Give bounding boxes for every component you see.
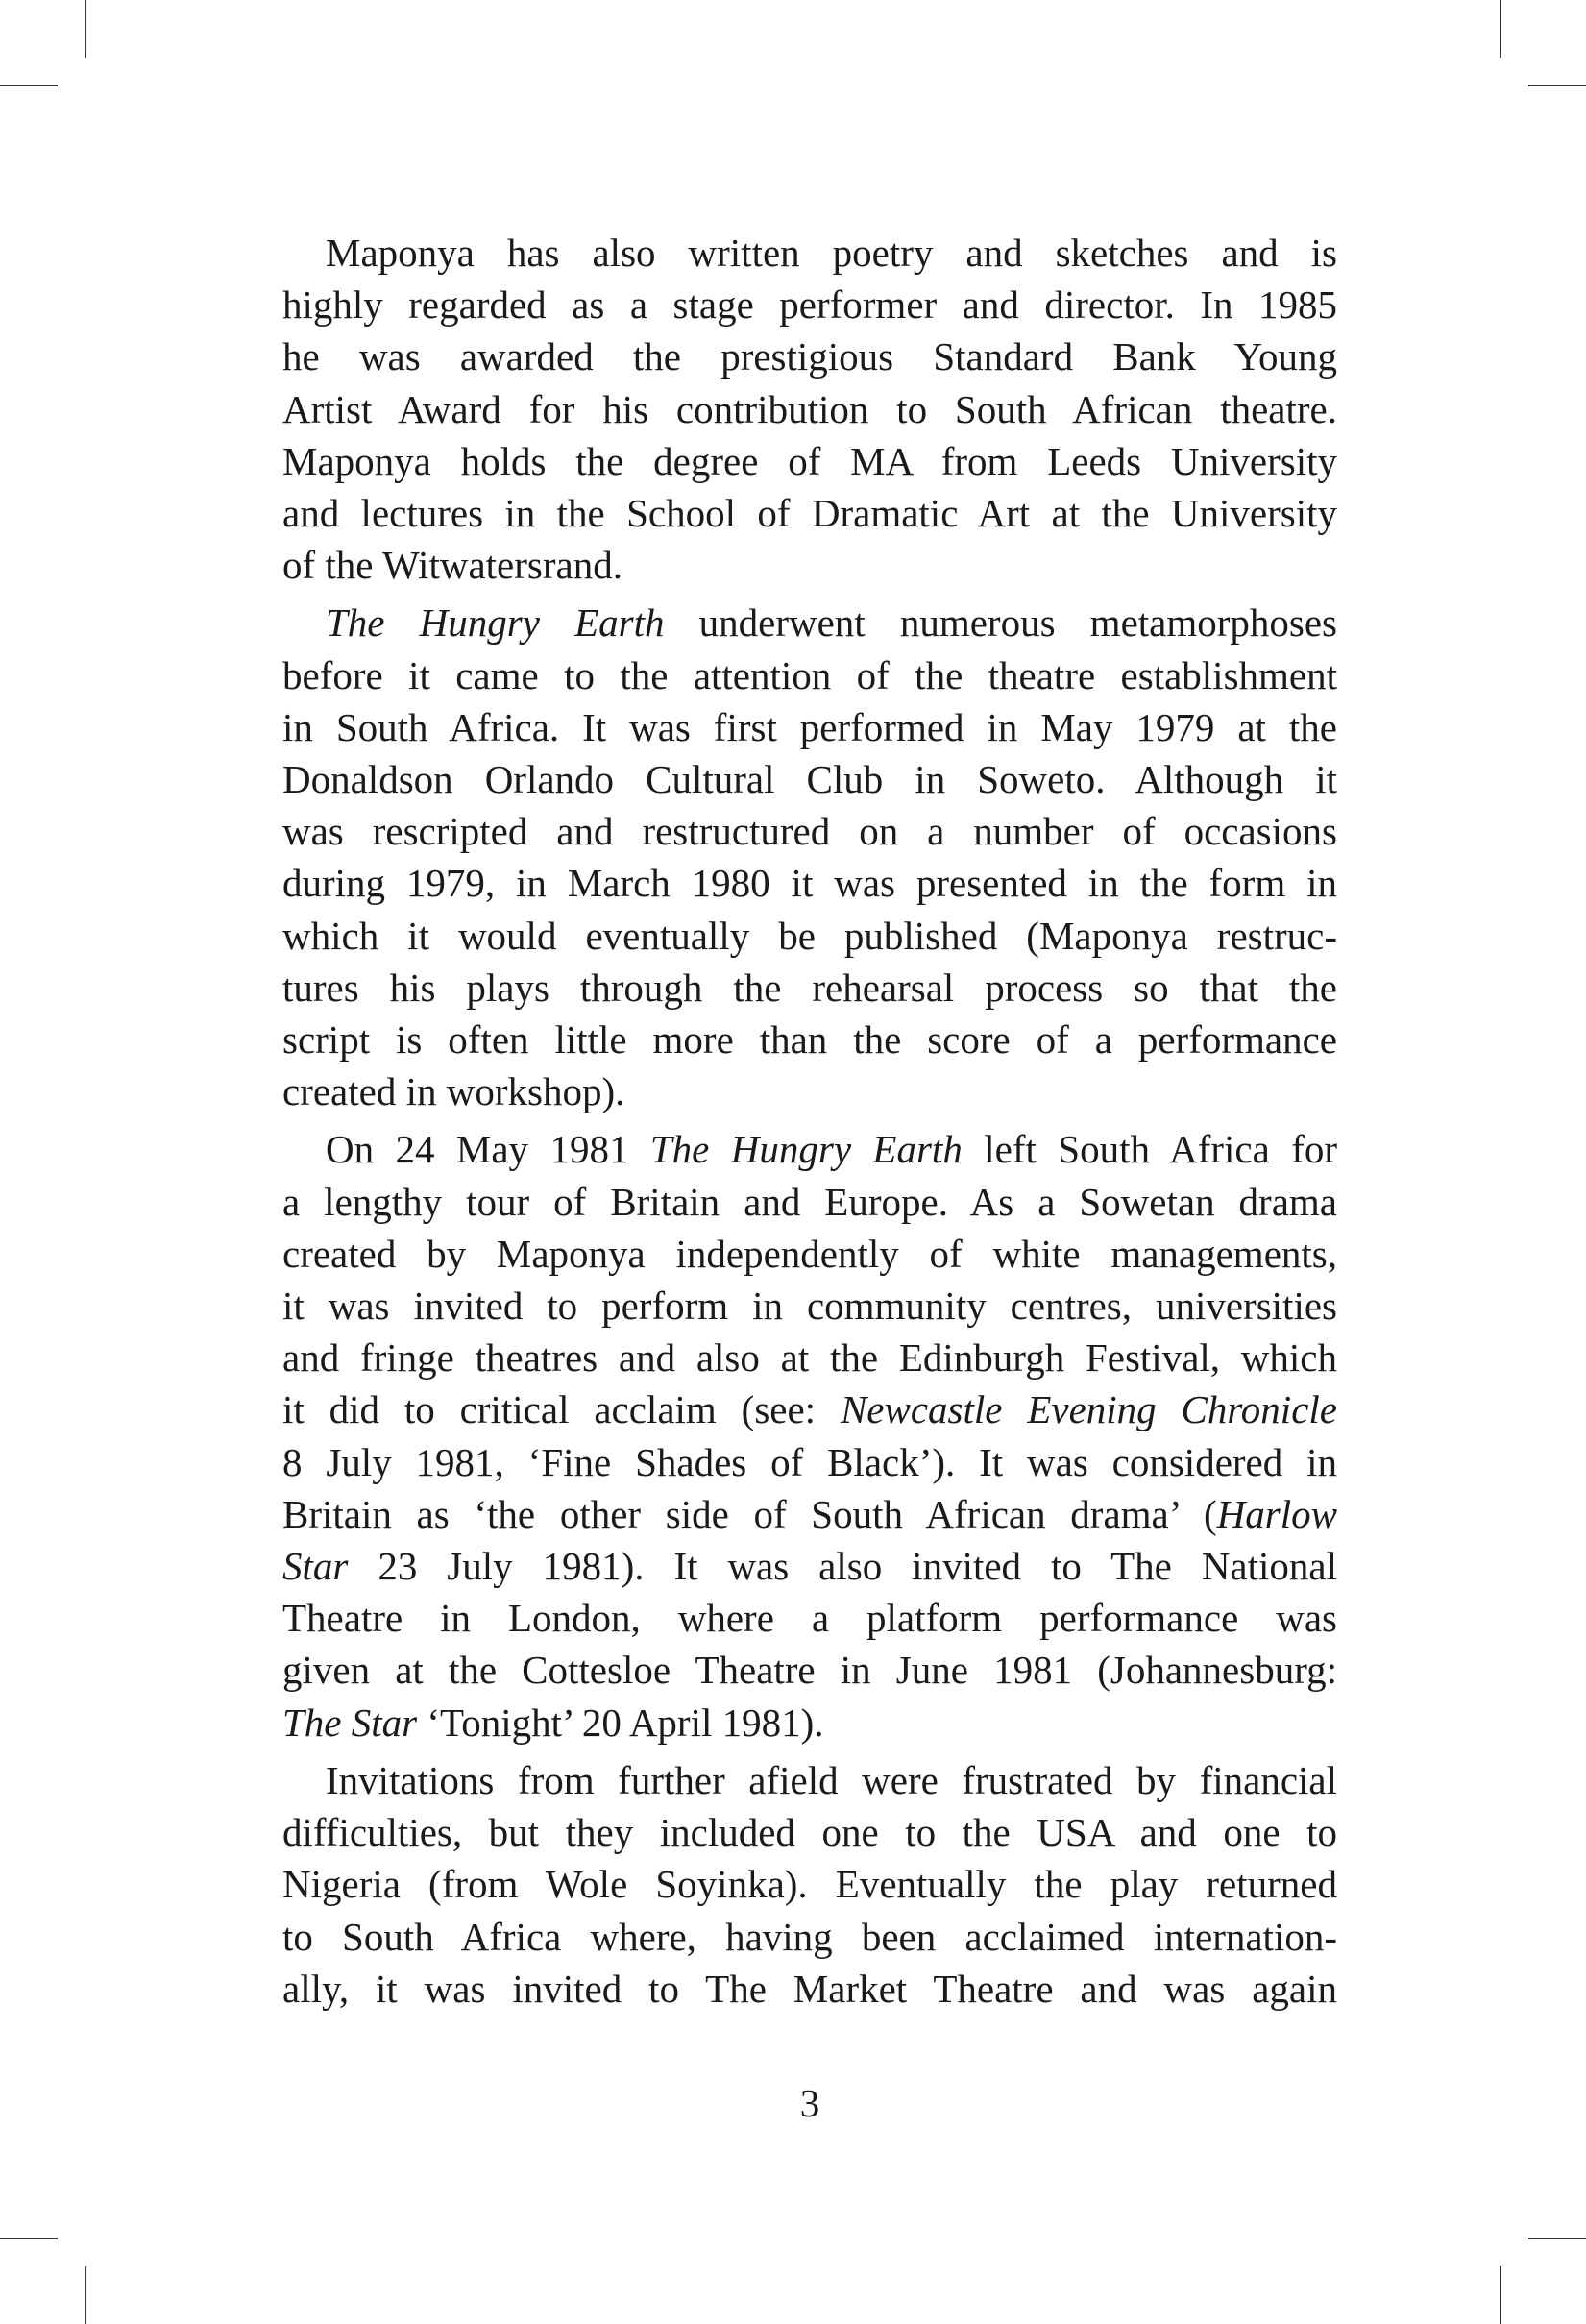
- text-run: it did to critical acclaim (see:: [282, 1387, 841, 1432]
- paragraph: [282, 227, 1337, 591]
- text-line: [282, 805, 1337, 857]
- text-run: created by Maponya independently of white managements,: [282, 1231, 1337, 1276]
- text-run: highly regarded as a stage performer and director. In 1985: [282, 282, 1337, 328]
- text-run: Britain as ‘the other side of South African drama’ (: [282, 1491, 1217, 1536]
- text-line: [282, 1436, 1337, 1488]
- text-line: [282, 1697, 1337, 1749]
- text-run: before it came to the attention of the theatre establishment: [282, 652, 1337, 697]
- text-line: [282, 1644, 1337, 1696]
- text-line: [282, 1911, 1337, 1963]
- text-line: [282, 1592, 1337, 1644]
- crop-mark: [1500, 2266, 1501, 2324]
- text-run: ‘Tonight’ 20 April 1981).: [417, 1700, 824, 1745]
- crop-mark: [1528, 2238, 1586, 2239]
- text-run: left South Africa for: [962, 1127, 1338, 1172]
- crop-mark: [1528, 85, 1586, 86]
- text-run: to South Africa where, having been acclaimed internation-: [282, 1914, 1337, 1959]
- text-line: [282, 649, 1337, 701]
- text-run: Artist Award for his contribution to South African theatre.: [282, 386, 1337, 431]
- text-run: ally, it was invited to The Market Theatre and was again: [282, 1966, 1337, 2011]
- text-line: [282, 539, 1337, 591]
- text-line: [282, 383, 1337, 435]
- italic-title: The Hungry Earth: [649, 1127, 963, 1172]
- crop-mark: [85, 0, 86, 58]
- text-line: [282, 1488, 1337, 1540]
- text-run: Maponya holds the degree of MA from Leeds University: [282, 438, 1337, 483]
- text-line: [282, 1332, 1337, 1383]
- text-run: Maponya has also written poetry and sketches and is: [326, 231, 1337, 275]
- text-run: of the Witwatersrand.: [282, 543, 622, 588]
- text-run: On 24 May 1981: [326, 1127, 650, 1172]
- paragraph: [282, 597, 1337, 1117]
- text-run: it was invited to perform in community centres, universities: [282, 1284, 1337, 1329]
- text-line: [282, 1123, 1337, 1175]
- text-line: [282, 1280, 1337, 1332]
- text-line: [282, 1383, 1337, 1435]
- text-line: [282, 962, 1337, 1014]
- italic-title: The Star: [282, 1700, 418, 1745]
- text-run: created in workshop).: [282, 1069, 625, 1114]
- text-run: tures his plays through the rehearsal process so that the: [282, 965, 1337, 1010]
- text-run: which it would eventually be published (Maponya restruc-: [282, 913, 1337, 958]
- crop-mark: [1500, 0, 1501, 58]
- body-text: [282, 227, 1337, 2015]
- text-line: [282, 487, 1337, 539]
- text-run: he was awarded the prestigious Standard Bank Young: [282, 334, 1337, 379]
- text-line: [282, 435, 1337, 487]
- text-line: [282, 330, 1337, 382]
- text-line: [282, 597, 1337, 648]
- text-run: Donaldson Orlando Cultural Club in Soweto. Although it: [282, 757, 1337, 802]
- crop-mark: [85, 2266, 86, 2324]
- crop-mark: [0, 85, 58, 86]
- italic-title: Newcastle Evening Chronicle: [840, 1387, 1337, 1432]
- text-run: underwent numerous metamorphoses: [664, 600, 1338, 646]
- text-run: a lengthy tour of Britain and Europe. As a Sowetan drama: [282, 1179, 1337, 1224]
- text-run: script is often little more than the score of a performance: [282, 1017, 1337, 1063]
- text-line: [282, 1754, 1337, 1806]
- text-run: 8 July 1981, ‘Fine Shades of Black’). It was considered in: [282, 1439, 1337, 1484]
- text-run: Theatre in London, where a platform performance was: [282, 1596, 1337, 1641]
- text-line: [282, 753, 1337, 805]
- text-line: [282, 910, 1337, 962]
- text-run: during 1979, in March 1980 it was presented in the form in: [282, 861, 1337, 906]
- italic-title: Harlow: [1216, 1491, 1337, 1536]
- text-line: [282, 857, 1337, 909]
- text-line: [282, 1540, 1337, 1592]
- paragraph: [282, 1123, 1337, 1748]
- text-line: [282, 279, 1337, 330]
- text-run: in South Africa. It was first performed in May 1979 at the: [282, 704, 1337, 749]
- text-run: Nigeria (from Wole Soyinka). Eventually the play returned: [282, 1862, 1337, 1907]
- text-run: and lectures in the School of Dramatic Art at the University: [282, 491, 1337, 536]
- text-run: difficulties, but they included one to the USA and one to: [282, 1810, 1337, 1855]
- text-run: was rescripted and restructured on a number of occasions: [282, 809, 1337, 854]
- text-run: given at the Cottesloe Theatre in June 1981 (Johannesburg:: [282, 1648, 1337, 1693]
- text-line: [282, 1065, 1337, 1117]
- paragraph: [282, 1754, 1337, 2015]
- text-line: [282, 1228, 1337, 1280]
- text-line: [282, 1014, 1337, 1065]
- text-line: [282, 1806, 1337, 1858]
- text-line: [282, 227, 1337, 279]
- crop-mark: [0, 2238, 58, 2239]
- text-run: and fringe theatres and also at the Edinburgh Festival, which: [282, 1335, 1337, 1381]
- text-run: Invitations from further afield were frustrated by financial: [326, 1757, 1337, 1802]
- text-line: [282, 1176, 1337, 1228]
- text-run: 23 July 1981). It was also invited to The National: [348, 1544, 1337, 1589]
- text-line: [282, 1963, 1337, 2015]
- text-line: [282, 701, 1337, 753]
- text-line: [282, 1858, 1337, 1910]
- page-number: 3: [799, 2081, 820, 2125]
- italic-title: Star: [282, 1544, 349, 1589]
- italic-title: The Hungry Earth: [326, 600, 665, 646]
